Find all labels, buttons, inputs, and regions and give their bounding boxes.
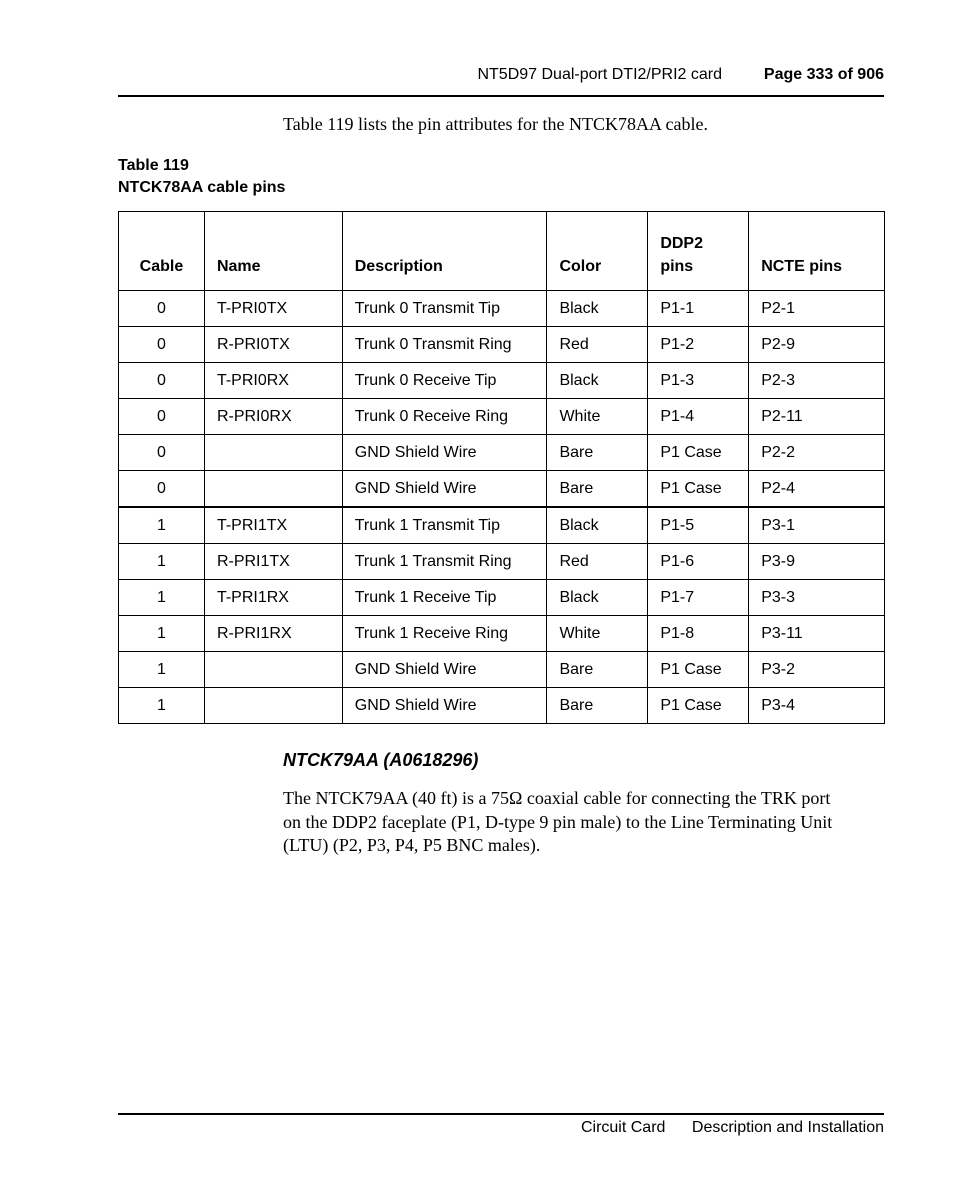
cell-cable: 1 bbox=[119, 507, 205, 544]
header-title: NT5D97 Dual-port DTI2/PRI2 card bbox=[477, 66, 722, 83]
cell-color: Bare bbox=[547, 435, 648, 471]
table-row bbox=[119, 291, 885, 327]
cell-cable: 1 bbox=[119, 616, 205, 652]
cell-color: White bbox=[547, 616, 648, 652]
cell-color: Bare bbox=[547, 688, 648, 724]
cell-name: T-PRI0RX bbox=[204, 363, 342, 399]
cell-name: R-PRI1RX bbox=[204, 616, 342, 652]
cell-color: Black bbox=[547, 507, 648, 544]
cell-ddp2-pin: P1 Case bbox=[648, 688, 749, 724]
footer-left: Circuit Card bbox=[580, 1119, 666, 1136]
column-header-color: Color bbox=[547, 212, 648, 291]
cell-cable: 0 bbox=[119, 435, 205, 471]
cable-pins-table bbox=[118, 211, 885, 724]
cell-description: GND Shield Wire bbox=[342, 652, 547, 688]
cell-cable: 1 bbox=[119, 544, 205, 580]
cell-description: GND Shield Wire bbox=[342, 435, 547, 471]
cell-cable: 1 bbox=[119, 580, 205, 616]
cell-name: R-PRI1TX bbox=[204, 544, 342, 580]
cell-ddp2-pin: P1-4 bbox=[648, 399, 749, 435]
cell-description: GND Shield Wire bbox=[342, 471, 547, 508]
footer-rule bbox=[118, 1113, 884, 1115]
cell-color: Bare bbox=[547, 652, 648, 688]
cell-ddp2-pin: P1-6 bbox=[648, 544, 749, 580]
cell-color: White bbox=[547, 399, 648, 435]
table-row bbox=[119, 435, 885, 471]
cell-ncte-pin: P2-11 bbox=[749, 399, 885, 435]
cell-name bbox=[204, 688, 342, 724]
cell-ddp2-pin: P1-7 bbox=[648, 580, 749, 616]
section-heading: NTCK79AA (A0618296) bbox=[283, 750, 479, 770]
cell-description: Trunk 0 Receive Tip bbox=[342, 363, 547, 399]
cell-ddp2-pin: P1 Case bbox=[648, 471, 749, 508]
table-row bbox=[119, 544, 885, 580]
table-header-row bbox=[119, 212, 885, 291]
table-row bbox=[119, 688, 885, 724]
cell-color: Red bbox=[547, 327, 648, 363]
cell-color: Bare bbox=[547, 471, 648, 508]
paragraph-line: The NTCK79AA (40 ft) is a 75Ω coaxial cable for connecting the TRK port bbox=[283, 788, 831, 808]
cell-color: Black bbox=[547, 363, 648, 399]
table-row bbox=[119, 471, 885, 508]
cell-name bbox=[204, 471, 342, 508]
cell-cable: 1 bbox=[119, 688, 205, 724]
cell-ncte-pin: P2-1 bbox=[749, 291, 885, 327]
cell-color: Red bbox=[547, 544, 648, 580]
cell-description: Trunk 1 Transmit Ring bbox=[342, 544, 547, 580]
page-header bbox=[118, 64, 884, 88]
table-row bbox=[119, 327, 885, 363]
cell-name: R-PRI0TX bbox=[204, 327, 342, 363]
cell-cable: 1 bbox=[119, 652, 205, 688]
cell-ncte-pin: P3-9 bbox=[749, 544, 885, 580]
cell-name: T-PRI1RX bbox=[204, 580, 342, 616]
cell-name: T-PRI1TX bbox=[204, 507, 342, 544]
intro-paragraph: Table 119 lists the pin attributes for the NTCK78AA cable. bbox=[283, 114, 708, 134]
cell-description: Trunk 0 Receive Ring bbox=[342, 399, 547, 435]
cell-ddp2-pin: P1 Case bbox=[648, 435, 749, 471]
cell-ncte-pin: P2-9 bbox=[749, 327, 885, 363]
cell-name: T-PRI0TX bbox=[204, 291, 342, 327]
section-paragraph bbox=[283, 787, 881, 858]
cell-name bbox=[204, 435, 342, 471]
cell-cable: 0 bbox=[119, 291, 205, 327]
table-title: NTCK78AA cable pins bbox=[118, 179, 286, 196]
page-footer bbox=[581, 1119, 884, 1137]
cell-ncte-pin: P2-2 bbox=[749, 435, 885, 471]
cell-ncte-pin: P3-11 bbox=[749, 616, 885, 652]
column-header-ncte-pins: NCTE pins bbox=[749, 212, 885, 291]
cell-cable: 0 bbox=[119, 471, 205, 508]
cell-color: Black bbox=[547, 580, 648, 616]
header-rule bbox=[118, 95, 884, 97]
column-header-ddp2-pins bbox=[648, 212, 749, 291]
paragraph-line: (LTU) (P2, P3, P4, P5 BNC males). bbox=[283, 835, 541, 855]
cell-ddp2-pin: P1-1 bbox=[648, 291, 749, 327]
table-number: Table 119 bbox=[118, 157, 189, 174]
cell-description: Trunk 1 Transmit Tip bbox=[342, 507, 547, 544]
cell-color: Black bbox=[547, 291, 648, 327]
paragraph-line: on the DDP2 faceplate (P1, D-type 9 pin male) to the Line Terminating Unit bbox=[283, 811, 833, 832]
cell-description: GND Shield Wire bbox=[342, 688, 547, 724]
ddp2-header-line1: DDP2 bbox=[660, 235, 703, 252]
cell-cable: 0 bbox=[119, 399, 205, 435]
table-row bbox=[119, 363, 885, 399]
ddp2-header-line2: pins bbox=[660, 258, 694, 275]
cell-name: R-PRI0RX bbox=[204, 399, 342, 435]
cell-ncte-pin: P3-3 bbox=[749, 580, 885, 616]
table-row bbox=[119, 616, 885, 652]
table-row bbox=[119, 399, 885, 435]
cell-ncte-pin: P3-4 bbox=[749, 688, 885, 724]
cell-ddp2-pin: P1-3 bbox=[648, 363, 749, 399]
column-header-description: Description bbox=[342, 212, 547, 291]
cell-ddp2-pin: P1-5 bbox=[648, 507, 749, 544]
table-row bbox=[119, 652, 885, 688]
cell-description: Trunk 1 Receive Ring bbox=[342, 616, 547, 652]
table-body bbox=[119, 291, 885, 724]
cell-description: Trunk 1 Receive Tip bbox=[342, 580, 547, 616]
table-row bbox=[119, 507, 885, 544]
table-row bbox=[119, 580, 885, 616]
cell-ddp2-pin: P1 Case bbox=[648, 652, 749, 688]
cell-ncte-pin: P2-3 bbox=[749, 363, 885, 399]
column-header-name: Name bbox=[204, 212, 342, 291]
cell-ncte-pin: P3-2 bbox=[749, 652, 885, 688]
footer-right: Description and Installation bbox=[691, 1119, 884, 1136]
cell-name bbox=[204, 652, 342, 688]
cell-description: Trunk 0 Transmit Tip bbox=[342, 291, 547, 327]
cell-ddp2-pin: P1-8 bbox=[648, 616, 749, 652]
cell-cable: 0 bbox=[119, 363, 205, 399]
header-page-number: Page 333 of 906 bbox=[763, 66, 884, 83]
cell-ddp2-pin: P1-2 bbox=[648, 327, 749, 363]
cell-ncte-pin: P2-4 bbox=[749, 471, 885, 508]
cell-description: Trunk 0 Transmit Ring bbox=[342, 327, 547, 363]
column-header-cable: Cable bbox=[119, 212, 205, 291]
table-caption bbox=[118, 155, 285, 199]
cell-cable: 0 bbox=[119, 327, 205, 363]
cell-ncte-pin: P3-1 bbox=[749, 507, 885, 544]
